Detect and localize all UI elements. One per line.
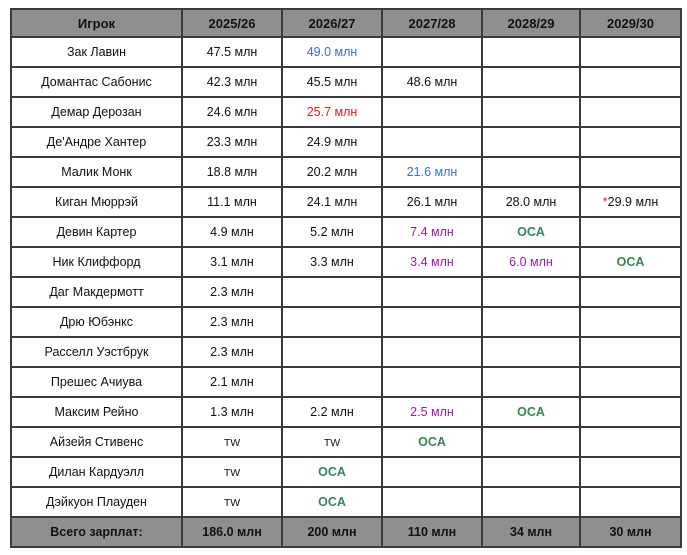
total-2028-29: 34 млн xyxy=(482,517,580,547)
salary-value: 2.5 млн xyxy=(410,405,454,419)
salary-cell xyxy=(580,397,681,427)
salary-cell xyxy=(482,457,580,487)
salary-cell xyxy=(580,367,681,397)
salary-value: 20.2 млн xyxy=(306,165,358,179)
salary-cell xyxy=(482,277,580,307)
salary-cell xyxy=(482,487,580,517)
salary-cell xyxy=(482,217,580,247)
salary-value: OCA xyxy=(418,435,446,449)
salary-cell xyxy=(580,127,681,157)
salary-value: 49.0 млн xyxy=(306,45,358,59)
table-row xyxy=(11,217,681,247)
salary-cell xyxy=(382,67,482,97)
table-row xyxy=(11,127,681,157)
salary-cell xyxy=(580,487,681,517)
player-name: Демар Дерозан xyxy=(11,97,182,127)
salary-cell xyxy=(382,427,482,457)
salary-value: TW xyxy=(223,437,241,449)
salary-cell xyxy=(182,37,282,67)
salary-value: OCA xyxy=(517,225,545,239)
salary-cell xyxy=(382,487,482,517)
salary-value: OCA xyxy=(318,495,346,509)
player-name: Даг Макдермотт xyxy=(11,277,182,307)
salary-cell xyxy=(580,157,681,187)
salary-cell xyxy=(282,367,382,397)
table-row xyxy=(11,307,681,337)
table-body xyxy=(11,37,681,517)
salary-cell xyxy=(382,187,482,217)
salary-cell xyxy=(382,217,482,247)
salary-cell xyxy=(482,247,580,277)
salary-cell xyxy=(482,187,580,217)
salary-cell xyxy=(482,427,580,457)
table-row xyxy=(11,427,681,457)
salary-cell xyxy=(482,157,580,187)
total-2025-26: 186.0 млн xyxy=(182,517,282,547)
salary-cell xyxy=(282,67,382,97)
salary-cell xyxy=(182,367,282,397)
salary-cell xyxy=(580,337,681,367)
salary-cell xyxy=(282,247,382,277)
player-name: Айзейя Стивенс xyxy=(11,427,182,457)
salary-cell xyxy=(482,97,580,127)
table-row xyxy=(11,187,681,217)
salary-cell xyxy=(382,277,482,307)
salary-cell xyxy=(282,397,382,427)
player-name: Прешес Ачиува xyxy=(11,367,182,397)
salary-cell xyxy=(182,97,282,127)
header-season-2029-30: 2029/30 xyxy=(580,9,681,37)
salary-cell xyxy=(382,307,482,337)
salary-cell xyxy=(182,67,282,97)
salary-value: 5.2 млн xyxy=(310,225,354,239)
salary-cell xyxy=(182,187,282,217)
player-name: Домантас Сабонис xyxy=(11,67,182,97)
salary-value: 1.3 млн xyxy=(210,405,254,419)
salary-cell xyxy=(282,37,382,67)
player-name: Дэйкуон Плауден xyxy=(11,487,182,517)
salary-cell xyxy=(282,457,382,487)
salary-cell xyxy=(282,187,382,217)
table-row xyxy=(11,397,681,427)
salary-cell xyxy=(382,247,482,277)
salary-value: 42.3 млн xyxy=(206,75,258,89)
salary-value: 21.6 млн xyxy=(406,165,458,179)
total-label: Всего зарплат: xyxy=(11,517,182,547)
salary-value: OCA xyxy=(318,465,346,479)
salary-cell xyxy=(282,427,382,457)
header-player: Игрок xyxy=(11,9,182,37)
salary-cell xyxy=(382,37,482,67)
salary-value: 6.0 млн xyxy=(509,255,553,269)
player-name: Малик Монк xyxy=(11,157,182,187)
player-name: Расселл Уэстбрук xyxy=(11,337,182,367)
salary-value: 47.5 млн xyxy=(206,45,258,59)
salary-value: 7.4 млн xyxy=(410,225,454,239)
salary-cell xyxy=(182,457,282,487)
salary-cell xyxy=(580,37,681,67)
total-2027-28: 110 млн xyxy=(382,517,482,547)
header-season-2028-29: 2028/29 xyxy=(482,9,580,37)
salary-cell xyxy=(482,67,580,97)
header-season-2025-26: 2025/26 xyxy=(182,9,282,37)
salary-table-container xyxy=(10,8,682,548)
header-season-2027-28: 2027/28 xyxy=(382,9,482,37)
salary-cell xyxy=(182,307,282,337)
table-row xyxy=(11,487,681,517)
salary-cell xyxy=(482,367,580,397)
salary-cell xyxy=(282,487,382,517)
salary-cell xyxy=(482,127,580,157)
player-name: Дрю Юбэнкс xyxy=(11,307,182,337)
table-row xyxy=(11,157,681,187)
player-name: Киган Мюррэй xyxy=(11,187,182,217)
total-2029-30: 30 млн xyxy=(580,517,681,547)
salary-cell xyxy=(382,397,482,427)
salary-value: 2.3 млн xyxy=(210,285,254,299)
salary-value: 18.8 млн xyxy=(206,165,258,179)
table-row xyxy=(11,37,681,67)
table-row xyxy=(11,337,681,367)
salary-cell xyxy=(282,337,382,367)
salary-cell xyxy=(580,217,681,247)
table-row xyxy=(11,67,681,97)
salary-cell xyxy=(182,277,282,307)
salary-value: OCA xyxy=(616,255,645,269)
salary-value: 29.9 млн xyxy=(607,195,659,209)
salary-value: 24.9 млн xyxy=(306,135,358,149)
player-name: Девин Картер xyxy=(11,217,182,247)
salary-value: 23.3 млн xyxy=(206,135,258,149)
salary-cell xyxy=(182,487,282,517)
salary-value: 28.0 млн xyxy=(505,195,557,209)
salary-cell xyxy=(580,67,681,97)
salary-cell xyxy=(182,427,282,457)
salary-value: 45.5 млн xyxy=(306,75,358,89)
salary-value: 2.3 млн xyxy=(210,315,254,329)
table-row xyxy=(11,97,681,127)
salary-value: OCA xyxy=(517,405,545,419)
salary-cell xyxy=(580,97,681,127)
salary-value: 24.1 млн xyxy=(306,195,358,209)
header-season-2026-27: 2026/27 xyxy=(282,9,382,37)
salary-value: 2.1 млн xyxy=(210,375,254,389)
salary-cell xyxy=(580,247,681,277)
salary-cell xyxy=(182,217,282,247)
salary-value: 26.1 млн xyxy=(406,195,458,209)
salary-cell xyxy=(382,157,482,187)
table-row xyxy=(11,247,681,277)
table-header xyxy=(11,9,681,37)
player-name: Зак Лавин xyxy=(11,37,182,67)
total-2026-27: 200 млн xyxy=(282,517,382,547)
salary-cell xyxy=(182,337,282,367)
header-row xyxy=(11,9,681,37)
salary-cell xyxy=(382,127,482,157)
salary-value: 24.6 млн xyxy=(206,105,258,119)
salary-value: 48.6 млн xyxy=(406,75,458,89)
table-row xyxy=(11,457,681,487)
salary-value: TW xyxy=(223,497,241,509)
salary-cell xyxy=(382,97,482,127)
salary-cell xyxy=(482,307,580,337)
table-row xyxy=(11,367,681,397)
salary-cell xyxy=(382,367,482,397)
salary-cell xyxy=(580,427,681,457)
salary-value: TW xyxy=(223,467,241,479)
salary-cell xyxy=(580,277,681,307)
salary-cell xyxy=(382,337,482,367)
salary-cell xyxy=(282,217,382,247)
salary-cell xyxy=(182,157,282,187)
player-name: Дилан Кардуэлл xyxy=(11,457,182,487)
salary-value: 2.3 млн xyxy=(210,345,254,359)
table-footer xyxy=(11,517,681,547)
salary-cell xyxy=(182,247,282,277)
salary-cell xyxy=(282,97,382,127)
table-row xyxy=(11,277,681,307)
salary-value: 11.1 млн xyxy=(207,195,257,209)
salary-cell xyxy=(580,307,681,337)
salary-value: 3.3 млн xyxy=(310,255,354,269)
salary-table xyxy=(10,8,682,548)
salary-cell xyxy=(282,277,382,307)
player-name: Ник Клиффорд xyxy=(11,247,182,277)
salary-cell xyxy=(182,127,282,157)
salary-value: 3.4 млн xyxy=(410,255,454,269)
salary-cell xyxy=(580,457,681,487)
salary-cell xyxy=(282,157,382,187)
salary-value: 25.7 млн xyxy=(306,105,358,119)
salary-cell xyxy=(282,127,382,157)
salary-cell xyxy=(482,337,580,367)
player-name: Максим Рейно xyxy=(11,397,182,427)
salary-cell xyxy=(482,397,580,427)
salary-cell xyxy=(482,37,580,67)
salary-value: 4.9 млн xyxy=(210,225,254,239)
player-name: Де'Андре Хантер xyxy=(11,127,182,157)
salary-value: TW xyxy=(323,437,341,449)
total-row xyxy=(11,517,681,547)
salary-cell xyxy=(580,187,681,217)
salary-value: 2.2 млн xyxy=(310,405,354,419)
salary-cell xyxy=(282,307,382,337)
asterisk-mark: * xyxy=(602,195,608,209)
salary-cell xyxy=(382,457,482,487)
salary-value: 3.1 млн xyxy=(210,255,254,269)
salary-cell xyxy=(182,397,282,427)
